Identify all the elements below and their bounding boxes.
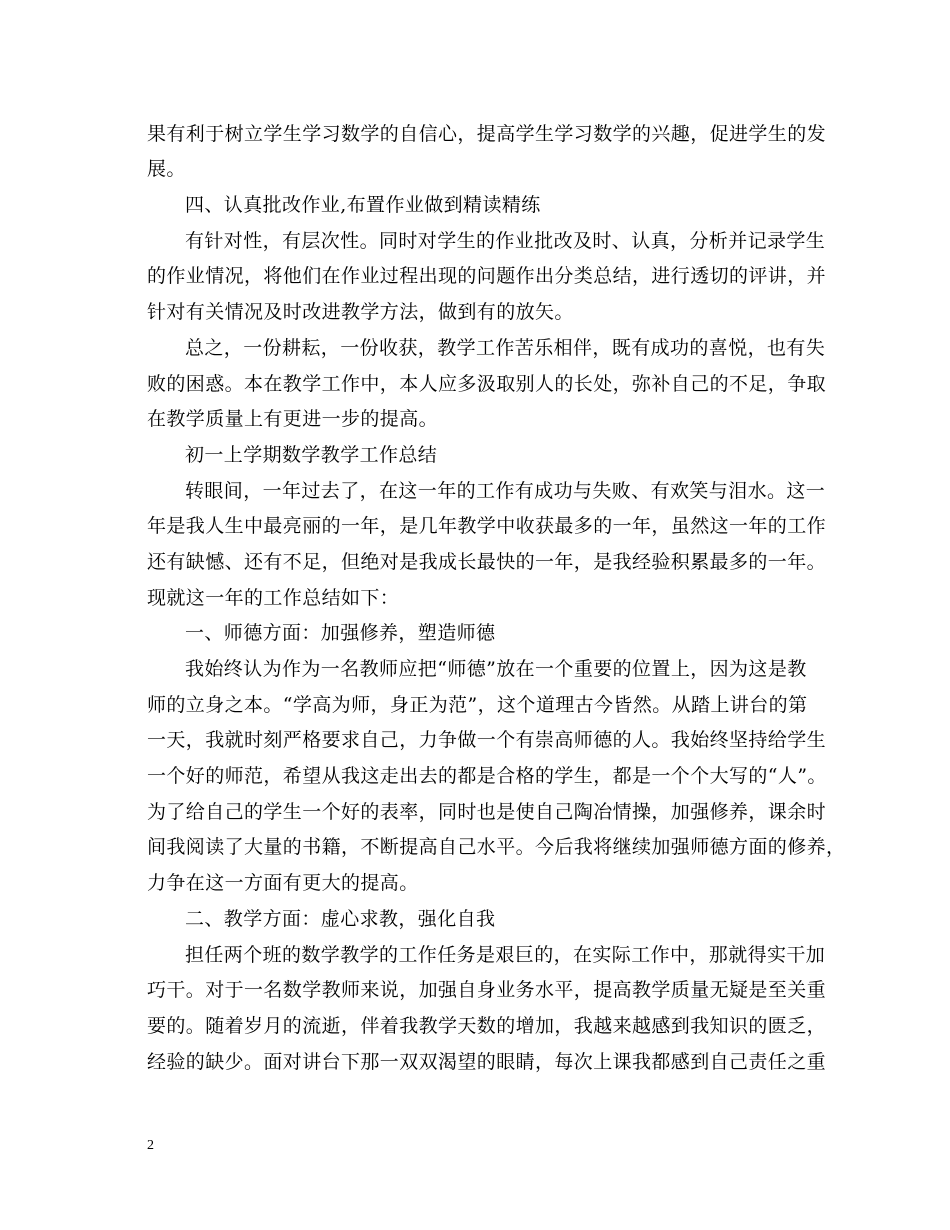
- section-heading: 四、认真批改作业,布置作业做到精读精练: [185, 194, 541, 216]
- text-line: 败的困惑。本在教学工作中，本人应多汲取别人的长处，弥补自己的不足，争取: [147, 373, 827, 395]
- text-line: 力争在这一方面有更大的提高。: [147, 872, 419, 894]
- text-line: 担任两个班的数学教学的工作任务是艰巨的，在实际工作中，那就得实干加: [185, 944, 826, 966]
- section-heading: 一、师德方面：加强修养，塑造师德: [185, 622, 496, 644]
- text-line: 现就这一年的工作总结如下：: [147, 587, 400, 609]
- text-line: 针对有关情况及时改进教学方法，做到有的放矢。: [147, 301, 574, 323]
- text-line: 的作业情况，将他们在作业过程出现的问题作出分类总结，进行透切的评讲，并: [147, 265, 827, 287]
- text-line: 经验的缺少。面对讲台下那一双双渴望的眼睛，每次上课我都感到自己责任之重: [147, 1051, 827, 1073]
- document-title: 初一上学期数学教学工作总结: [185, 444, 438, 466]
- text-line: 总之，一份耕耘，一份收获，教学工作苦乐相伴，既有成功的喜悦，也有失: [185, 337, 826, 359]
- text-line: 果有利于树立学生学习数学的自信心，提高学生学习数学的兴趣，促进学生的发: [147, 123, 827, 145]
- text-line: 一个好的师范，希望从我这走出去的都是合格的学生，都是一个个大写的“人”。: [147, 765, 827, 787]
- text-line: 展。: [147, 158, 186, 180]
- page-number: 2: [147, 1138, 154, 1153]
- text-line: 师的立身之本。“学高为师，身正为范”，这个道理古今皆然。从踏上讲台的第: [147, 694, 808, 716]
- text-line: 我始终认为作为一名教师应把“师德”放在一个重要的位置上，因为这是教: [185, 658, 807, 680]
- text-line: 年是我人生中最亮丽的一年，是几年教学中收获最多的一年，虽然这一年的工作: [147, 515, 827, 537]
- text-line: 为了给自己的学生一个好的表率，同时也是使自己陶冶情操，加强修养，课余时: [147, 801, 827, 823]
- section-heading: 二、教学方面：虚心求教，强化自我: [185, 908, 496, 930]
- text-line: 一天，我就时刻严格要求自己，力争做一个有崇高师德的人。我始终坚持给学生: [147, 729, 827, 751]
- text-line: 要的。随着岁月的流逝，伴着我教学天数的增加，我越来越感到我知识的匮乏，: [147, 1015, 827, 1037]
- text-line: 巧干。对于一名数学教师来说，加强自身业务水平，提高教学质量无疑是至关重: [147, 979, 827, 1001]
- text-line: 转眼间，一年过去了，在这一年的工作有成功与失败、有欢笑与泪水。这一: [185, 480, 826, 502]
- text-line: 在教学质量上有更进一步的提高。: [147, 408, 439, 430]
- text-line: 还有缺憾、还有不足，但绝对是我成长最快的一年，是我经验积累最多的一年。: [147, 551, 827, 573]
- text-line: 间我阅读了大量的书籍，不断提高自己水平。今后我将继续加强师德方面的修养，: [147, 836, 846, 858]
- text-line: 有针对性，有层次性。同时对学生的作业批改及时、认真，分析并记录学生: [185, 230, 826, 252]
